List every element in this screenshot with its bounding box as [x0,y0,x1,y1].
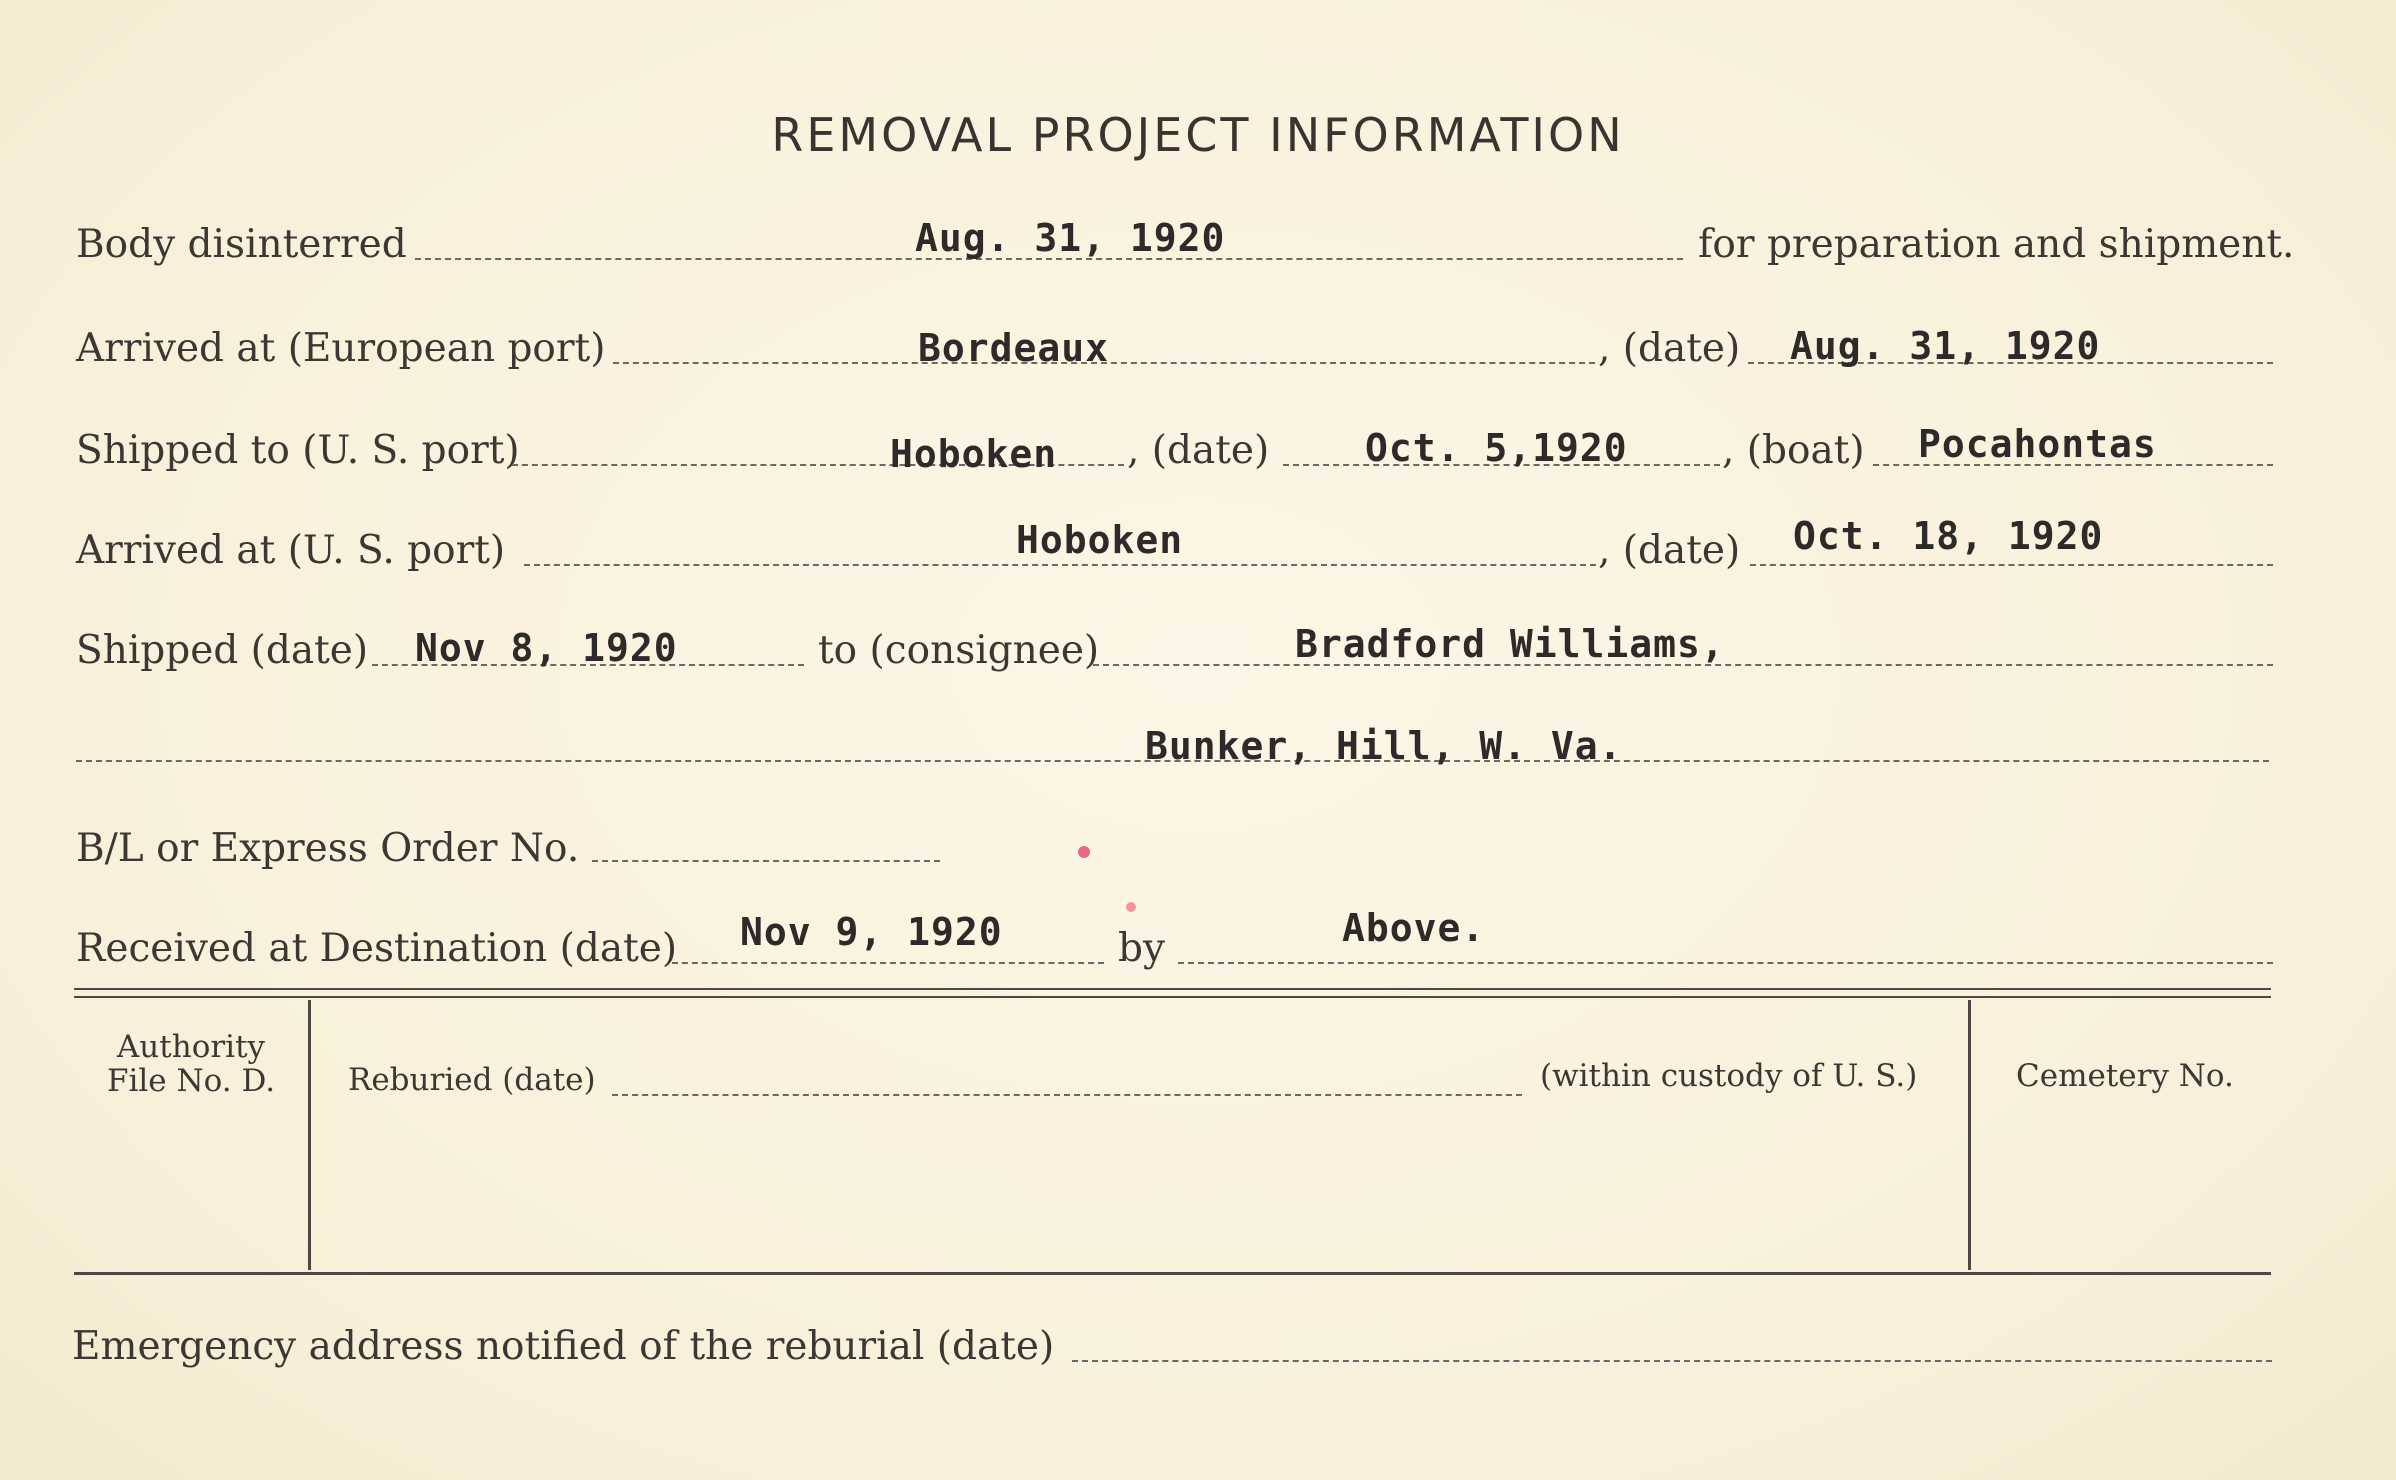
shipped-us-boat-value: Pocahontas [1918,422,2157,466]
authority-label [74,1030,308,1098]
shipped-us-value: Hoboken [890,432,1058,476]
box-top-rule-1 [74,988,2271,990]
received-by-label: by [1118,926,1165,971]
arrived-us-date-label: , (date) [1598,528,1741,573]
box-bottom-rule [74,1272,2271,1275]
ink-spot-2 [1126,902,1136,912]
shipped-us-date-label: , (date) [1127,428,1270,473]
received-line [672,962,1104,964]
disinterred-value: Aug. 31, 1920 [915,216,1226,260]
consignee-value: Bradford Williams, [1295,622,1725,666]
box-divider-right [1968,1000,1971,1270]
box-top-rule-2 [74,996,2271,998]
authority-line-1: Authority [116,1029,266,1065]
shipped-date-label: Shipped (date) [76,628,369,673]
emergency-line [1072,1360,2272,1362]
shipped-date-value: Nov 8, 1920 [415,626,678,670]
arrived-europe-date-value: Aug. 31, 1920 [1790,324,2101,368]
received-by-line [1178,962,2273,964]
received-label: Received at Destination (date) [76,926,678,971]
received-value: Nov 9, 1920 [740,910,1003,954]
shipped-us-date-value: Oct. 5,1920 [1365,426,1628,470]
disinterred-label: Body disinterred [76,222,407,267]
arrived-us-line [524,564,1596,566]
arrived-europe-value: Bordeaux [918,326,1110,370]
reburied-label: Reburied (date) [348,1062,596,1098]
shipped-us-boat-label: , (boat) [1722,428,1865,473]
emergency-label: Emergency address notified of the reburial (date) [72,1324,1055,1369]
reburied-line [612,1094,1522,1096]
arrived-europe-label: Arrived at (European port) [76,326,606,371]
arrived-us-date-value: Oct. 18, 1920 [1793,514,2104,558]
consignee-label: to (consignee) [818,628,1100,673]
custody-label: (within custody of U. S.) [1540,1058,1918,1094]
ink-spot [1078,846,1090,858]
arrived-us-date-line [1750,564,2273,566]
card-title: REMOVAL PROJECT INFORMATION [771,108,1625,162]
received-by-value: Above. [1342,906,1486,950]
arrived-europe-date-label: , (date) [1598,326,1741,371]
arrived-us-label: Arrived at (U. S. port) [76,528,506,573]
arrived-us-value: Hoboken [1016,518,1184,562]
bl-order-label: B/L or Express Order No. [76,826,580,871]
authority-line-2: File No. D. [106,1063,276,1099]
bl-order-line [592,860,940,862]
cemetery-label: Cemetery No. [2016,1058,2234,1094]
box-divider-left [308,1000,311,1270]
disinterred-suffix: for preparation and shipment. [1698,222,2295,267]
shipped-us-label: Shipped to (U. S. port) [76,428,520,473]
consignee-address-value: Bunker, Hill, W. Va. [1145,724,1623,768]
